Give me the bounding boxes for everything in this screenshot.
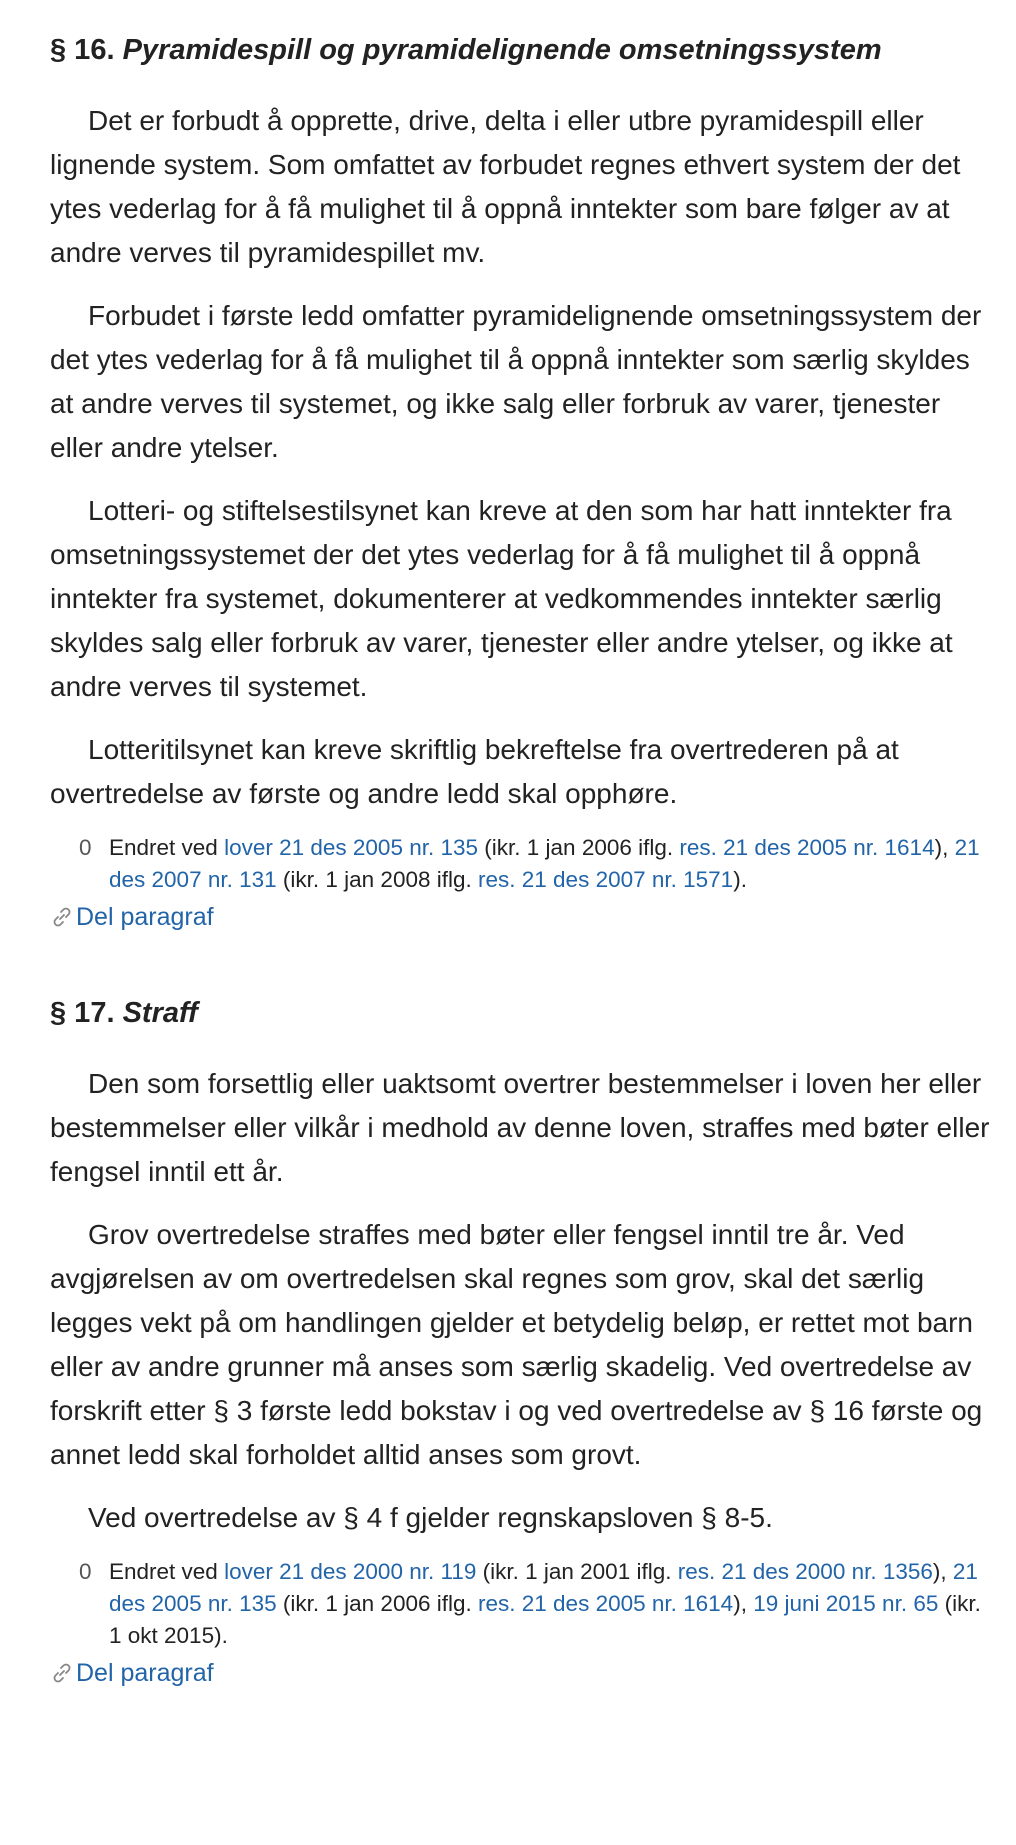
link-icon — [50, 1661, 74, 1685]
amendment-text-part: ), — [733, 1591, 754, 1616]
ledd-3: Lotteri- og stiftelsestilsynet kan kreve at den som har hatt inntekter fra omsetningssystemet der det ytes vederlag for å få mulighet til å oppnå inntekter fra systemet, dokumenterer at vedkommendes inntekter særlig skyldes salg eller forbruk av varer, tjenester eller andre ytelser, og ikke at andre verves til systemet. — [50, 495, 953, 702]
ledd-4: Lotteritilsynet kan kreve skriftlig bekreftelse fra overtrederen på at overtredelse av første og andre ledd skal opphøre. — [50, 734, 899, 809]
amendment-text-part: (ikr. 1 jan 2008 iflg. — [276, 867, 478, 892]
link-icon — [50, 905, 74, 929]
amendment-link[interactable]: res. 21 des 2000 nr. 1356 — [677, 1559, 933, 1584]
amendment-note — [79, 832, 994, 896]
amendment-link[interactable]: 19 juni 2015 nr. 65 — [753, 1591, 939, 1616]
section-title: Straff — [122, 997, 198, 1029]
amendment-number: 0 — [79, 835, 92, 860]
section-number: § 16. — [50, 34, 115, 66]
amendment-number: 0 — [79, 1559, 92, 1584]
share-link[interactable]: Del paragraf — [76, 903, 214, 931]
amendment-text-part: ), — [934, 835, 955, 860]
ledd-1: Det er forbudt å opprette, drive, delta i eller utbre pyramidespill eller lignende system. Som omfattet av forbudet regnes ethvert system der det ytes vederlag for å få mulighet til å oppnå inntekter som bare følger av at andre verves til pyramidespillet mv. — [50, 105, 961, 268]
section-number: § 17. — [50, 997, 115, 1029]
amendment-text-part: (ikr. 1 jan 2006 iflg. — [478, 835, 680, 860]
share-link[interactable]: Del paragraf — [76, 1659, 214, 1687]
ledd-3: Ved overtredelse av § 4 f gjelder regnskapsloven § 8-5. — [88, 1502, 773, 1533]
amendment-text-part: ). — [733, 867, 747, 892]
amendment-text — [109, 832, 994, 896]
section-16-heading — [50, 30, 994, 70]
section-17 — [50, 933, 994, 1689]
section-16 — [50, 0, 994, 933]
amendment-text-part: (ikr. 1 jan 2001 iflg. — [476, 1559, 678, 1584]
ledd-2: Grov overtredelse straffes med bøter eller fengsel inntil tre år. Ved avgjørelsen av om overtredelsen skal regnes som grov, skal det særlig legges vekt på om handlingen gjelder et betydelig beløp, er rettet mot barn eller av andre grunner må anses som særlig skadelig. Ved overtredelse av forskrift etter § 3 første ledd bokstav i og ved overtredelse av § 16 første og annet ledd skal forholdet alltid anses som grovt. — [50, 1219, 983, 1470]
amendment-link[interactable]: res. 21 des 2005 nr. 1614 — [679, 835, 935, 860]
amendment-link[interactable]: 21 des 2005 nr. 135 — [109, 1559, 978, 1616]
share-paragraph-16[interactable] — [50, 901, 994, 933]
section-17-heading — [50, 993, 994, 1033]
amendment-note — [79, 1556, 994, 1652]
amendment-text — [109, 1556, 994, 1652]
amendment-text-part: (ikr. 1 okt 2015). — [109, 1591, 981, 1648]
amendment-link[interactable]: res. 21 des 2005 nr. 1614 — [478, 1591, 734, 1616]
ledd-1: Den som forsettlig eller uaktsomt overtrer bestemmelser i loven her eller bestemmelser eller vilkår i medhold av denne loven, straffes med bøter eller fengsel inntil ett år. — [50, 1068, 990, 1187]
share-paragraph-17[interactable] — [50, 1657, 994, 1689]
amendment-text-part: ), — [932, 1559, 953, 1584]
amendment-text-part: (ikr. 1 jan 2006 iflg. — [276, 1591, 478, 1616]
ledd-2: Forbudet i første ledd omfatter pyramidelignende omsetningssystem der det ytes vederlag for å få mulighet til å oppnå inntekter som særlig skyldes at andre verves til systemet, og ikke salg eller forbruk av varer, tjenester eller andre ytelser. — [50, 300, 982, 463]
amendment-link[interactable]: 21 des 2007 nr. 131 — [109, 835, 980, 892]
amendment-text-part: Endret ved — [109, 835, 225, 860]
section-title: Pyramidespill og pyramidelignende omsetningssystem — [122, 34, 882, 66]
amendment-link[interactable]: lover 21 des 2005 nr. 135 — [224, 835, 479, 860]
amendment-text-part: Endret ved — [109, 1559, 225, 1584]
amendment-link[interactable]: res. 21 des 2007 nr. 1571 — [478, 867, 734, 892]
amendment-link[interactable]: lover 21 des 2000 nr. 119 — [224, 1559, 477, 1584]
